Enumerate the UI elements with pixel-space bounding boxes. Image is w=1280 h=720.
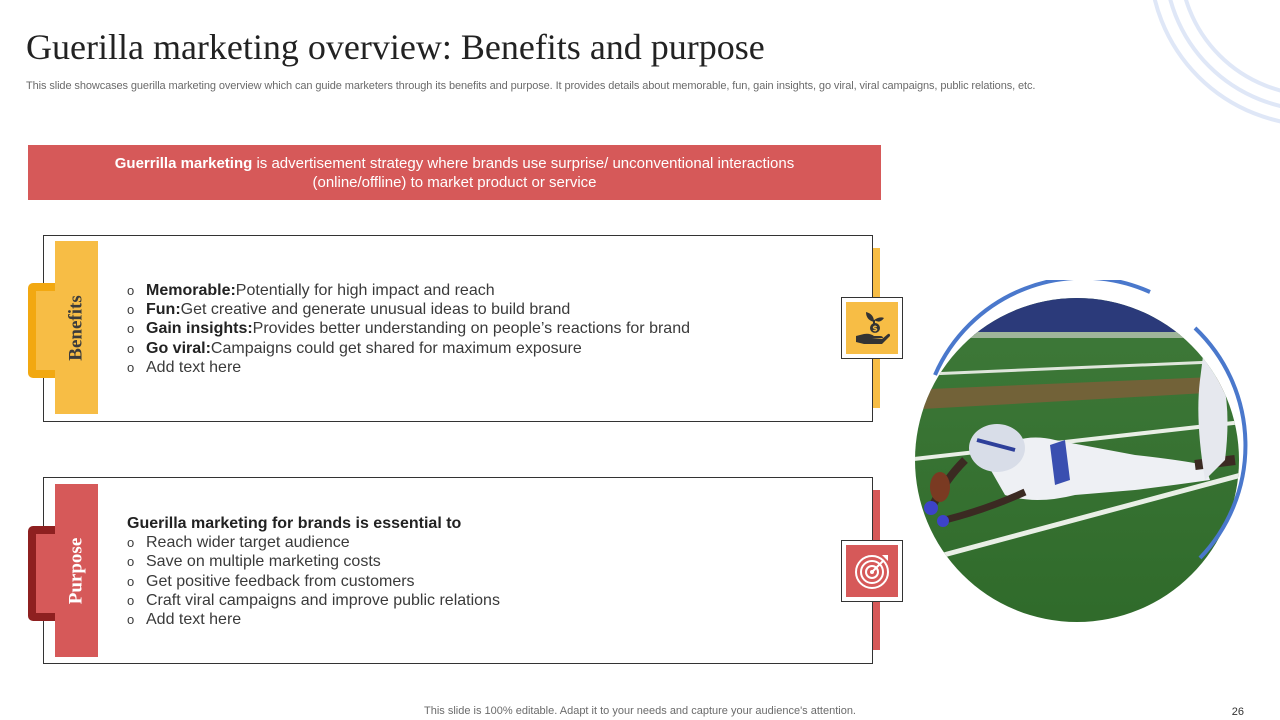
page-title: Guerilla marketing overview: Benefits and purpose [26, 27, 765, 67]
target-icon [852, 551, 892, 591]
benefits-list [127, 281, 690, 377]
slide-footer: This slide is 100% editable. Adapt it to your needs and capture your audience's attention. [424, 705, 856, 717]
football-player-photo [905, 280, 1260, 635]
banner-bold-term: Guerrilla marketing [114, 155, 253, 172]
purpose-tab [55, 484, 98, 657]
list-item: o Add text here [127, 611, 242, 629]
purpose-tab-label: Purpose [65, 537, 87, 604]
purpose-icon-box [841, 540, 903, 602]
benefits-tab [55, 241, 98, 414]
benefits-tab-ear [28, 283, 55, 378]
benefits-icon-box [841, 297, 903, 359]
list-item: o Memorable: Potentially for high impact and reach [127, 282, 495, 299]
decorative-arcs [1140, 0, 1280, 145]
list-item: o Go viral: Campaigns could get shared for maximum exposure [127, 339, 582, 357]
page-subtitle: This slide showcases guerilla marketing overview which can guide marketers through its benefits and purpose. It provides details about memorable, fun, gain insights, go viral, viral campaigns, public relations, etc. [26, 80, 1036, 92]
benefits-tab-label: Benefits [65, 294, 87, 361]
banner-text-line2: (online/offline) to market product or service [312, 174, 597, 191]
purpose-tab-ear [28, 526, 55, 621]
definition-banner [28, 145, 881, 200]
list-item: o Fun: Get creative and generate unusual ideas to build brand [127, 301, 571, 319]
banner-text-line1: is advertisement strategy where brands use surprise/ unconventional interactions [252, 155, 795, 172]
money-plant-hand-icon [852, 308, 892, 348]
purpose-list [127, 514, 500, 629]
purpose-heading: Guerilla marketing for brands is essential to [127, 515, 462, 532]
page-number: 26 [1231, 706, 1244, 718]
list-item: o Craft viral campaigns and improve public relations [127, 591, 500, 609]
svg-text:$: $ [872, 324, 878, 333]
list-item: o Get positive feedback from customers [127, 572, 415, 590]
list-item: o Gain insights: Provides better understanding on people’s reactions for brand [127, 320, 690, 338]
list-item: o Reach wider target audience [127, 534, 350, 552]
list-item: o Add text here [127, 358, 242, 376]
list-item: o Save on multiple marketing costs [127, 553, 381, 571]
